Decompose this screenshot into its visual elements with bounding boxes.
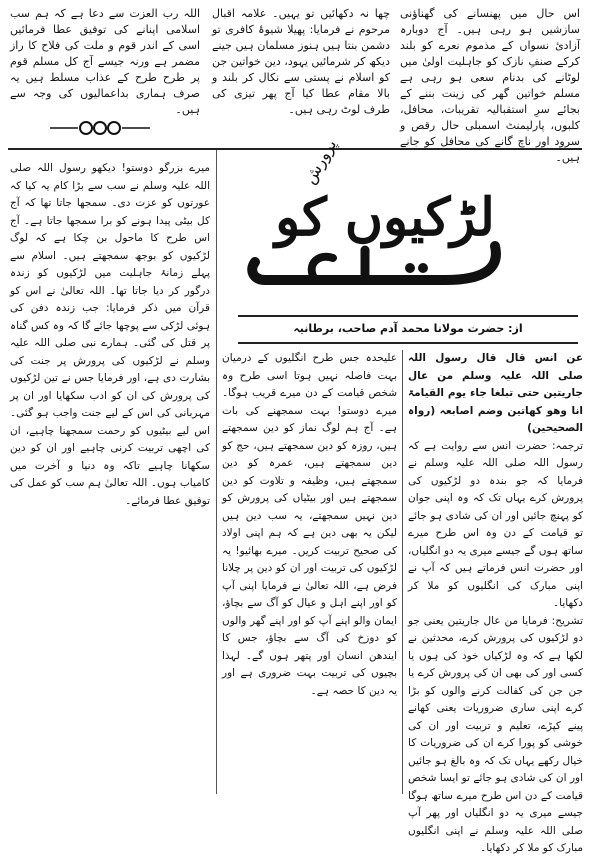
column-divider-left: [216, 150, 217, 794]
article-title-overlay: پرورش: [299, 135, 341, 188]
article-title: لڑکیوں کو: [275, 187, 495, 248]
hadith-translation: ترجمہ: حضرت انس سے روایت ہے کہ رسول اللہ صلی اللہ علیہ وسلم نے فرمایا کہ جو بندہ دو لڑکیوں کی پرورش کرے یہاں تک کہ وہ اپنی جوان کو پہنچ جائیں اور ان کی شادی ہو جائے تو قیامت کے دن وہ اس طرح میرے ساتھ ہوں گے جیسے میری یہ دو انگلیاں، اور حضرت انس فرماتے ہیں کہ آپ نے اپنی مبارک کی انگلیوں کو ملا کر دکھایا۔: [408, 439, 583, 609]
top-middle-column: [212, 6, 390, 141]
section-divider: [8, 148, 582, 150]
left-text: میرے بزرگو دوستو! دیکھو رسول اللہ صلی اللہ علیہ وسلم نے سب سے بڑا کام یہ کیا کہ عورتوں کو عزت دی۔ سمجھا جاتا تھا کہ آج کل بیٹی پیدا ہونے کو برا سمجھا جاتا ہے۔ آج اس طرح کا ماحول بن چکا ہے کہ لوگ لڑکیوں کو بوجھ سمجھتے ہیں۔ اسلام سے پہلے زمانۂ جاہلیت میں لڑکیوں کو زندہ درگور کر دیا جاتا تھا۔ اللہ تعالیٰ نے اس کو قرآن میں ذکر فرمایا: جب زندہ دفن کی ہوئی لڑکی سے پوچھا جائے گا کہ وہ کس گناہ پر قتل کی گئی۔ ہمارے نبی صلی اللہ علیہ وسلم نے لڑکیوں کی پرورش پر جنت کی بشارت دی ہے، اور فرمایا جس نے تین لڑکیوں کی پرورش کی ان کو ادب سکھایا اور ان پر مہربانی کی اس کے لیے جنت واجب ہو گئی۔ اس لیے بیٹیوں کو رحمت سمجھنا چاہیے، ان کی اچھی تربیت کرنی چاہیے اور ان کو دین سکھانا چاہیے تاکہ وہ دنیا و آخرت میں کامیاب ہوں۔ اللہ تعالیٰ ہم سب کو عمل کی توفیق عطا فرمائے۔: [10, 162, 210, 507]
column-divider-right: [402, 350, 403, 794]
end-ornament-icon: [50, 118, 150, 138]
article-byline: از: حضرت مولانا محمد آدم صاحب، برطانیہ: [293, 322, 523, 335]
top-left-text: اللہ رب العزت سے دعا ہے کہ ہم سب اسلامی اپنانے کی توفیق عطا فرمائیں اسی کے اندر قوم و ملت کی فلاح کا راز مضمر ہے ورنہ جیسے آج کل مسلم قوم پر طرح طرح کے عذاب مسلط ہیں یہ صرف ہماری بداعمالیوں کی وجہ سے ہیں۔: [10, 7, 200, 116]
article-title-block: [235, 135, 535, 298]
byline-top-rule: [238, 315, 578, 317]
article-middle-column: [222, 350, 397, 794]
top-right-text: اس حال میں پھنسانے کی گھناؤنی سازشیں ہو رہی ہیں۔ آج دوبارہ آزادیٔ نسواں کے مذموم نعرے کو بلند کرکے صنفِ نازک کو جاہلیت اولیٰ میں لوٹانے کی بدنام سعی ہو رہی ہے مسلم خواتین گھر کی زینت بننے کے بجائے سرِ استقبالیہ تقریبات، محافل، کلبوں، پارلیمنٹ اسمبلی حال رقص و سرود اور ناچ گانے کی محافل کو جانے ہیں۔: [400, 7, 580, 164]
middle-text: علیحدہ جس طرح انگلیوں کے درمیان بہت فاصلہ نہیں ہوتا اسی طرح وہ شخص قیامت کے دن میرے قریب ہوگا۔ میرے دوستو! بہت سمجھنے کی بات ہے۔ آج ہم لوگ نماز کو دین سمجھتے ہیں، روزہ کو دین سمجھتے ہیں، حج کو دین سمجھتے ہیں، عمرہ کو دین سمجھتے ہیں، وظیفہ و تلاوت کو دین سمجھتے ہیں اور بیٹیاں کی پرورش کو دین نہیں سمجھتے، یہ سب دین ہیں لیکن یہ بھی دین ہے کہ ہم اپنی اولاد کی صحیح تربیت کریں۔ میرے بھائیو! یہ لڑکیوں کی تربیت اور ان کو دین پر چلانا فرض ہے، اللہ تعالیٰ نے فرمایا اپنی آپ کو اور اپنے اہل و عیال کو آگ سے بچاؤ، ایمان والو اپنے آپ کو اور اپنے گھر والوں کو دوزخ کی آگ سے بچاؤ، جس کا ایندھن انسان اور پتھر ہوں گے۔ لہذا بچیوں کی تربیت بہت ضروری ہے اور یہ دین کا حصہ ہے۔: [222, 352, 397, 697]
article-right-column: [408, 350, 583, 854]
top-middle-text: چھا نہ دکھائیں تو یہیں۔ علامہ اقبال مرحوم نے فرمایا: پھیلا شیوۂ کافری تو دشمن بنتا ہیں ہنوز مسلمان ہیں جینے دیکھ کر شرمائیں یہود، دین خواتین جن کو اسلام نے پستی سے نکال کر بلند و بالا مقام عطا کیا آج پھر تیزی کی طرف لوٹ رہی ہیں۔: [212, 7, 390, 116]
byline-bottom-rule: [238, 342, 578, 344]
hadith-commentary: تشریح: فرمایا من عال جاریتین یعنی جو دو لڑکیوں کی پرورش کرے، محدثین نے لکھا ہے کہ وہ لڑکیاں خود کی ہوں یا کسی اور کی بھی ان کی پرورش کرے یا جن جن کی کفالت کرنے والوں کو بڑا کرے اپنی ساری ضروریات یعنی کھانے پینے کپڑے، تعلیم و تربیت اور ان کی خوشی کو پورا کرے ان کی ضروریات کا خیال رکھے یہاں تک کہ وہ بالغ ہو جائیں اور ان کی شادی ہو جائے تو ایسا شخص قیامت کے دن اس طرح میرے ساتھ ہوگا جیسے میری یہ دو انگلیاں اور پھر آپ صلی اللہ علیہ وسلم نے اپنی انگلیوں مبارک کو ملا کر دکھایا۔: [408, 614, 583, 854]
top-right-column: [400, 6, 580, 164]
top-left-column: [10, 6, 200, 116]
article-left-column: [10, 160, 210, 794]
hadith-arabic: عن انس قال قال رسول اللہ صلی اللہ علیہ وسلم من عال جاریتین حتی تبلغا جاء یوم القیامۃ انا وھو کھاتین وضم اصابعہ (رواہ الصحیحین): [408, 352, 583, 434]
